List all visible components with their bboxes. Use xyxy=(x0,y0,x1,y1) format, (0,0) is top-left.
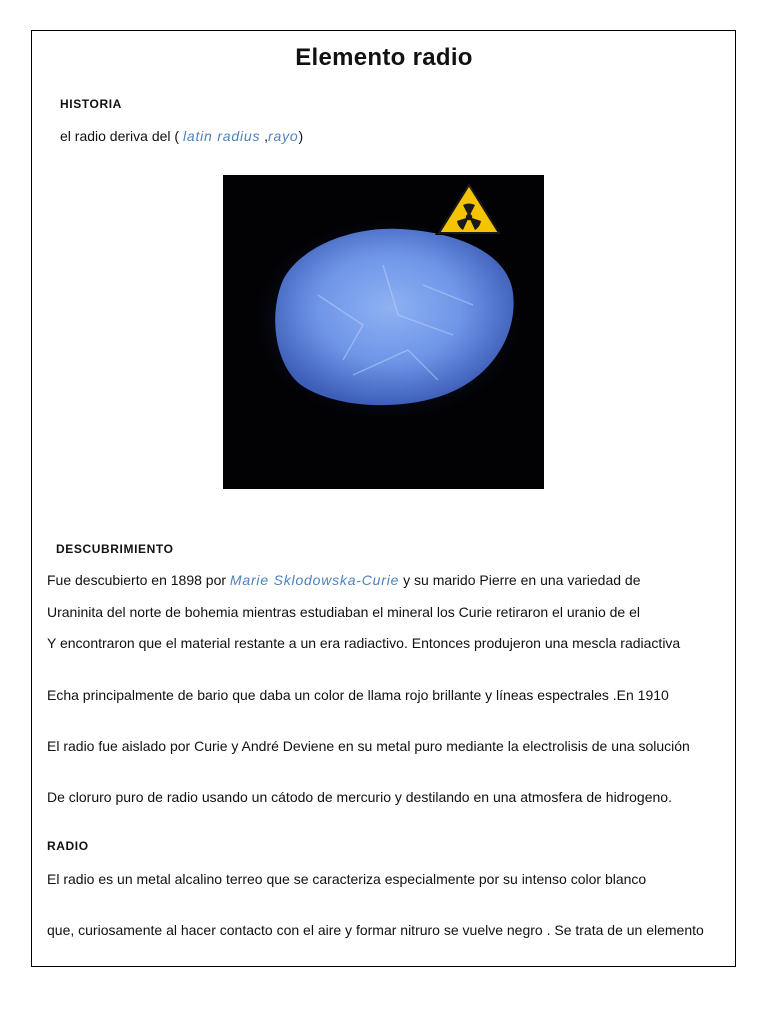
heading-descubrimiento: DESCUBRIMIENTO xyxy=(56,542,174,556)
rayo-term: rayo xyxy=(268,128,299,144)
descubrimiento-paragraph-6: De cloruro puro de radio usando un cátodo de mercurio y destilando en una atmosfera de hidrogeno. xyxy=(47,789,672,805)
historia-line xyxy=(60,128,303,144)
historia-suffix: ) xyxy=(298,128,304,144)
page-frame xyxy=(31,30,736,967)
radium-sample-image xyxy=(223,175,544,489)
historia-separator: , xyxy=(260,128,269,144)
descubrimiento-p1-prefix: Fue descubierto en 1898 por xyxy=(47,572,230,588)
descubrimiento-paragraph-5: El radio fue aislado por Curie y André Deviene en su metal puro mediante la electrolisis de una solución xyxy=(47,738,690,754)
document-title: Elemento radio xyxy=(295,44,473,71)
historia-prefix: el radio deriva del ( xyxy=(60,128,183,144)
descubrimiento-paragraph-2: Uraninita del norte de bohemia mientras estudiaban el mineral los Curie retiraron el uranio de el xyxy=(47,604,640,620)
descubrimiento-paragraph-3: Y encontraron que el material restante a un era radiactivo. Entonces produjeron una mescla radiactiva xyxy=(47,635,681,651)
radium-sample-illustration xyxy=(223,175,544,489)
descubrimiento-p1-suffix: y su marido Pierre en una variedad de xyxy=(399,572,641,588)
heading-historia: HISTORIA xyxy=(60,97,122,111)
descubrimiento-paragraph-4: Echa principalmente de bario que daba un color de llama rojo brillante y líneas espectrales .En 1910 xyxy=(47,687,669,703)
radio-paragraph-2: que, curiosamente al hacer contacto con el aire y formar nitruro se vuelve negro . Se trata de un elemento xyxy=(47,922,704,938)
radio-paragraph-1: El radio es un metal alcalino terreo que se caracteriza especialmente por su intenso color blanco xyxy=(47,871,647,887)
descubrimiento-paragraph-1 xyxy=(47,571,719,590)
heading-radio: RADIO xyxy=(47,839,89,853)
latin-term: latin radius xyxy=(182,128,261,144)
discoverer-name: Marie Sklodowska-Curie xyxy=(229,572,400,588)
radiation-warning-icon xyxy=(435,179,503,235)
